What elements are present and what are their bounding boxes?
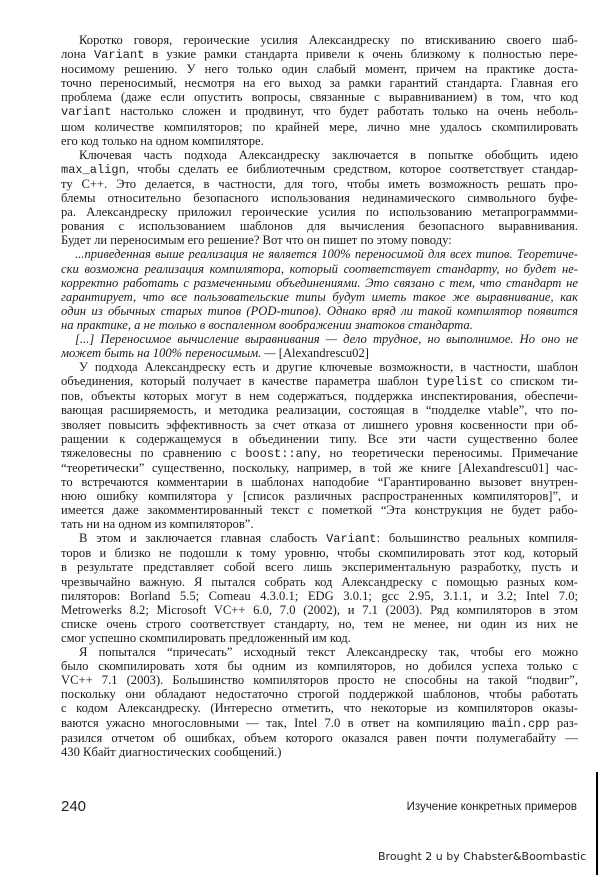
text-line bbox=[61, 332, 578, 346]
text-line bbox=[61, 701, 578, 715]
text-line bbox=[61, 90, 578, 104]
text-line bbox=[61, 233, 578, 247]
text-run: точно переносимый, несмотря на его выход за рамки гарантий стандарта. Главная его bbox=[61, 76, 578, 91]
inline-code: Variant bbox=[326, 532, 377, 547]
text-run: торов и близко не подошли к тому уровню, чтобы скомпилировать этот код, который bbox=[61, 546, 578, 561]
text-line bbox=[61, 262, 578, 276]
text-run: пиляторов: Borland 5.5; Comeau 4.3.0.1; EDG 3.0.1; gcc 2.95, 3.1.1, и 3.2; Intel 7.0; bbox=[61, 588, 578, 603]
inline-code: typelist bbox=[425, 375, 484, 390]
text-run: смог успешно скомпилировать предложенный им код. bbox=[61, 630, 351, 645]
text-line bbox=[61, 432, 578, 446]
citation: [Alexandrescu02] bbox=[278, 346, 369, 361]
text-run: , чтобы сделать ее библиотечным средством, которое соответствует стандар- bbox=[125, 161, 578, 176]
text-line bbox=[61, 631, 578, 645]
text-line bbox=[61, 374, 578, 389]
text-run: разился отчетом об ошибках, объем которого оказался равен почти полумегабайту — bbox=[61, 730, 578, 745]
text-run: ...приведенная выше реализация не является 100% переносимой для всех типов. Теоретиче- bbox=[75, 247, 578, 262]
text-line bbox=[61, 276, 578, 290]
text-line bbox=[61, 177, 578, 191]
text-line bbox=[61, 76, 578, 90]
text-line bbox=[61, 673, 578, 687]
text-line bbox=[61, 120, 578, 134]
text-line bbox=[61, 389, 578, 403]
text-line bbox=[61, 33, 578, 47]
text-line bbox=[61, 62, 578, 76]
paragraph bbox=[61, 360, 578, 531]
text-run: может быть на 100% переносимым. — bbox=[61, 346, 279, 361]
text-run: объединения, который получает в качестве параметра шаблон bbox=[61, 374, 426, 389]
text-run: вающая расширяемость, и методика реализации, состоящая в “подделке vtable”, что по- bbox=[61, 403, 578, 418]
text-run: ращении к содержащемуся в объединении типу. Все эти части существенно более bbox=[61, 431, 578, 446]
text-run: имеется даже закомментированный текст с пометкой “Эта конструкция не будет рабо- bbox=[61, 503, 578, 518]
text-line bbox=[61, 134, 578, 148]
text-line bbox=[61, 745, 578, 759]
text-run: с кодом Александреску. (Интересно отметить, что некоторые из компиляторов оказы- bbox=[61, 701, 578, 716]
text-run: гарантирует, что все пользовательские типы будут иметь такое же выравнивание, как bbox=[61, 289, 578, 304]
inline-code: main.cpp bbox=[491, 716, 550, 731]
text-run: ту C++. Это делается, в частности, для того, чтобы иметь возможность решать про- bbox=[61, 176, 578, 191]
text-line bbox=[61, 589, 578, 603]
text-line bbox=[61, 318, 578, 332]
text-run: В этом и заключается главная слабость bbox=[79, 531, 327, 546]
text-line bbox=[61, 304, 578, 318]
text-run: блемы относительно безопасного использования нединамического символьного буфе- bbox=[61, 191, 578, 206]
text-run: ра. Александреску приложил героические усилия по использованию метапрограммми- bbox=[61, 205, 578, 220]
text-line bbox=[61, 205, 578, 219]
paragraph bbox=[61, 645, 578, 759]
text-line bbox=[61, 517, 578, 531]
text-line bbox=[61, 418, 578, 432]
text-line bbox=[61, 575, 578, 589]
text-run: рования с использованием шаблонов для вычисления безопасного выравнивания. bbox=[61, 219, 578, 234]
text-line bbox=[61, 489, 578, 503]
text-line bbox=[61, 716, 578, 731]
text-line bbox=[61, 731, 578, 745]
text-run: нюю ошибку компилятора у [список различных распространенных компиляторов]”, и bbox=[61, 489, 578, 503]
text-run: : большинство реальных компиля- bbox=[376, 531, 578, 546]
block-quote bbox=[61, 332, 578, 360]
inline-code: variant bbox=[61, 105, 112, 120]
text-line bbox=[61, 148, 578, 162]
text-run: один из обычных старых типов (POD-типов). Однако вряд ли такой компилятор появится bbox=[61, 303, 578, 318]
text-run: [...] Переносимое вычисление выравнивания — дело трудное, но выполнимое. Но оно не bbox=[75, 331, 578, 346]
text-line bbox=[61, 290, 578, 304]
text-run: его код только на одном компиляторе. bbox=[61, 133, 264, 148]
text-run: в узкие рамки стандарта привели к очень близкому к полностью пере- bbox=[144, 47, 578, 62]
text-run: тать ни на одном из компиляторов”. bbox=[61, 517, 254, 532]
paragraph bbox=[61, 148, 578, 248]
text-line bbox=[61, 47, 578, 62]
text-line bbox=[61, 104, 578, 119]
text-line bbox=[61, 247, 578, 261]
text-line bbox=[61, 360, 578, 374]
scan-credit: Brought 2 u by Chabster&Boombastic bbox=[378, 850, 587, 863]
text-run: то встречаются комментарии в шаблонах наподобие “Гарантированно вызовет внутрен- bbox=[61, 474, 578, 489]
text-run: чрезвычайно важную. Я пытался собрать код Александреску с помощью разных ком- bbox=[61, 574, 578, 589]
text-run: У подхода Александреску есть и другие ключевые возможности, в частности, шаблон bbox=[79, 360, 578, 375]
text-line bbox=[61, 475, 578, 489]
text-line bbox=[61, 403, 578, 417]
text-run: ваются ужасно многословными — так, Intel 7.0 в ответ на компиляцию bbox=[61, 715, 492, 730]
text-run: “теоретически” существенно, поскольку, например, в той же книге [Alexandrescu01] час- bbox=[61, 460, 578, 475]
text-run: ски возможна реализация компилятора, который соответствует стандарту, но будет не- bbox=[61, 261, 578, 276]
text-run: пов, объекты которых могут в нем содержаться, поддержка инспектирования, обеспечи- bbox=[61, 389, 578, 404]
text-run: Будет ли переносимым его решение? Вот что он пишет по этому поводу: bbox=[61, 233, 452, 248]
text-run: в результате представляет собой всего лишь экспериментальную разработку, пусть и bbox=[61, 560, 578, 575]
text-run: Я попытался “причесать” исходный текст Александреску так, чтобы его можно bbox=[79, 645, 578, 660]
text-run: Коротко говоря, героические усилия Александреску по втискиванию своего шаб- bbox=[79, 33, 578, 47]
inline-code: Variant bbox=[93, 48, 145, 63]
text-run: со списком ти- bbox=[483, 374, 578, 389]
text-line bbox=[61, 461, 578, 475]
inline-code: boost::any bbox=[245, 446, 318, 461]
text-run: Ключевая часть подхода Александреску заключается в попытке обобщить идею bbox=[79, 147, 578, 162]
text-line bbox=[61, 162, 578, 177]
text-run: зволяет повысить эффективность за счет отказа от лишнего уровня косвенности при об- bbox=[61, 417, 578, 432]
text-line bbox=[61, 617, 578, 631]
text-run: корректно работать с размеченными объединениями. Это связано с тем, что стандарт не bbox=[61, 275, 578, 290]
text-run: Metrowerks 8.2; Microsoft VC++ 6.0, 7.0 (2002), и 7.1 (2003). Ряд компиляторов в этом bbox=[61, 602, 578, 617]
text-line bbox=[61, 603, 578, 617]
text-run: списке очень строго соответствует стандарту, но, тем не менее, ни один из них не bbox=[61, 616, 578, 631]
body-text bbox=[61, 33, 578, 759]
paragraph bbox=[61, 531, 578, 645]
text-line bbox=[61, 503, 578, 517]
text-run: на практике, а не только в воспаленном воображении знатоков стандарта. bbox=[61, 317, 473, 332]
inline-code: max_align bbox=[61, 162, 126, 177]
text-line bbox=[61, 546, 578, 560]
text-run: настолько сложен и продвинут, что будет работать только на очень неболь- bbox=[111, 104, 578, 119]
text-run: VC++ 7.1 (2003). Большинство компиляторов просто не способны на такой “подвиг”, bbox=[61, 673, 578, 688]
text-line bbox=[61, 687, 578, 701]
text-line bbox=[61, 346, 578, 360]
text-run: шом количестве компиляторов; по крайней мере, лично мне удалось скомпилировать bbox=[61, 119, 578, 134]
running-footer-title: Изучение конкретных примеров bbox=[406, 801, 577, 813]
block-quote bbox=[61, 247, 578, 332]
text-line bbox=[61, 219, 578, 233]
text-run: поскольку они обладают недостаточно строгой поддержкой шаблонов, чтобы работать bbox=[61, 687, 578, 702]
text-run: проблема (даже если опустить вопросы, связанные с выравниванием) в том, что код bbox=[61, 90, 578, 105]
text-line bbox=[61, 531, 578, 546]
text-line bbox=[61, 659, 578, 673]
text-run: , но теоретически переносимы. Примечание bbox=[317, 445, 579, 460]
text-run: 430 Кбайт диагностических сообщений.) bbox=[61, 744, 282, 759]
page-number: 240 bbox=[61, 798, 87, 815]
text-line bbox=[61, 560, 578, 574]
page-edge-line bbox=[596, 772, 598, 875]
text-run: носимому решению. У него только один слабый момент, причем на практике доста- bbox=[61, 62, 578, 77]
text-run: раз- bbox=[549, 715, 578, 730]
text-run: было скомпилировать хотя бы одним из компиляторов, но добился успеха только с bbox=[61, 659, 578, 674]
text-run: тяжеловесны по сравнению с bbox=[61, 445, 246, 460]
text-line bbox=[61, 446, 578, 461]
text-line bbox=[61, 191, 578, 205]
text-run: лона bbox=[61, 47, 94, 62]
text-line bbox=[61, 645, 578, 659]
paragraph bbox=[61, 33, 578, 148]
